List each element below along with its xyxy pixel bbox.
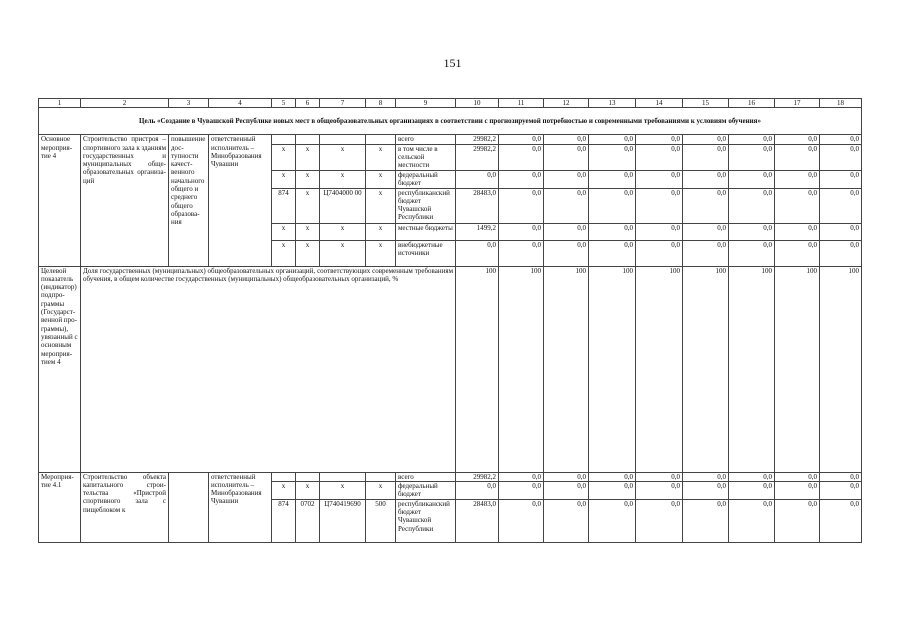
year-value: 0,0 xyxy=(775,144,820,170)
column-number: 17 xyxy=(775,99,820,108)
year-value: 0,0 xyxy=(636,240,683,266)
year-value: 0,0 xyxy=(775,188,820,223)
column-number: 16 xyxy=(729,99,775,108)
budget-code xyxy=(366,472,396,481)
funding-source: республиканский бюджет Чувашской Республики xyxy=(396,188,456,223)
year-value: 0,0 xyxy=(544,240,589,266)
budget-code: х xyxy=(272,223,296,240)
funding-source: федеральный бюджет xyxy=(396,170,456,188)
year-value: 0,0 xyxy=(499,188,544,223)
budget-code: х xyxy=(272,170,296,188)
table-row xyxy=(39,135,862,144)
year-value: 0,0 xyxy=(499,223,544,240)
budget-code: х xyxy=(320,223,366,240)
budget-code: х xyxy=(320,240,366,266)
table-row xyxy=(39,472,862,481)
indicator-value: 100 xyxy=(775,266,820,472)
total-value: 29982,2 xyxy=(456,144,499,170)
budget-code: х xyxy=(366,223,396,240)
year-value: 0,0 xyxy=(499,144,544,170)
column-number: 6 xyxy=(296,99,320,108)
year-value: 0,0 xyxy=(589,481,636,499)
budget-code xyxy=(296,135,320,144)
page-number: 151 xyxy=(443,56,462,70)
event-responsible: ответственный исполнитель – Минобразования Чувашии xyxy=(209,472,272,542)
budget-code xyxy=(272,135,296,144)
indicator-text: Доля государственных (муниципальных) общеобразовательных организаций, соответствующих современным требованиям обучения, в общем количестве государственных (муниципальных) общеобразовательных организаций, % xyxy=(81,266,456,472)
year-value: 0,0 xyxy=(499,170,544,188)
budget-code: х xyxy=(366,144,396,170)
column-number: 5 xyxy=(272,99,296,108)
year-value: 0,0 xyxy=(589,499,636,542)
indicator-value: 100 xyxy=(729,266,775,472)
budget-code: х xyxy=(296,170,320,188)
year-value: 0,0 xyxy=(820,135,862,144)
year-value: 0,0 xyxy=(636,144,683,170)
year-value: 0,0 xyxy=(729,481,775,499)
budget-code: х xyxy=(296,481,320,499)
column-number: 7 xyxy=(320,99,366,108)
funding-source: всего xyxy=(396,135,456,144)
column-number: 14 xyxy=(636,99,683,108)
budget-code: х xyxy=(272,240,296,266)
year-value: 0,0 xyxy=(775,170,820,188)
year-value: 0,0 xyxy=(729,135,775,144)
year-value: 0,0 xyxy=(775,499,820,542)
year-value: 0,0 xyxy=(636,481,683,499)
budget-code: 874 xyxy=(272,499,296,542)
year-value: 0,0 xyxy=(683,144,729,170)
year-value: 0,0 xyxy=(544,223,589,240)
column-number: 2 xyxy=(81,99,169,108)
year-value: 0,0 xyxy=(820,472,862,481)
budget-code: х xyxy=(366,170,396,188)
column-number: 1 xyxy=(39,99,81,108)
year-value: 0,0 xyxy=(729,499,775,542)
year-value: 0,0 xyxy=(544,499,589,542)
column-number: 3 xyxy=(169,99,209,108)
funding-source: в том числе в сельской местности xyxy=(396,144,456,170)
year-value: 0,0 xyxy=(544,472,589,481)
column-number: 15 xyxy=(683,99,729,108)
column-number: 13 xyxy=(589,99,636,108)
year-value: 0,0 xyxy=(544,188,589,223)
year-value: 0,0 xyxy=(636,135,683,144)
budget-code: х xyxy=(296,144,320,170)
indicator-value: 100 xyxy=(544,266,589,472)
year-value: 0,0 xyxy=(589,472,636,481)
budget-code: х xyxy=(320,481,366,499)
year-value: 0,0 xyxy=(820,188,862,223)
year-value: 0,0 xyxy=(775,223,820,240)
year-value: 0,0 xyxy=(729,472,775,481)
year-value: 0,0 xyxy=(729,188,775,223)
indicator-value: 100 xyxy=(589,266,636,472)
column-number: 12 xyxy=(544,99,589,108)
year-value: 0,0 xyxy=(499,240,544,266)
indicator-value: 100 xyxy=(683,266,729,472)
total-value: 29982,2 xyxy=(456,472,499,481)
year-value: 0,0 xyxy=(683,223,729,240)
year-value: 0,0 xyxy=(820,499,862,542)
budget-code: х xyxy=(296,223,320,240)
funding-source: местные бюджеты xyxy=(396,223,456,240)
year-value: 0,0 xyxy=(775,481,820,499)
year-value: 0,0 xyxy=(729,240,775,266)
budget-code: х xyxy=(366,188,396,223)
event-name: Строительство пристроя – спортивного зала к зданиям государственных и муниципальных общеобразовательных организаций xyxy=(81,135,169,266)
year-value: 0,0 xyxy=(636,472,683,481)
funding-source: внебюджетные источники xyxy=(396,240,456,266)
goal-title: Цель «Создание в Чувашской Республике новых мест в общеобразовательных организациях в соответствии с прогнозируемой потребностью и современными требованиями к условиям обучения» xyxy=(39,108,862,135)
year-value: 0,0 xyxy=(820,170,862,188)
budget-code: 0702 xyxy=(296,499,320,542)
year-value: 0,0 xyxy=(636,499,683,542)
year-value: 0,0 xyxy=(589,144,636,170)
budget-code xyxy=(366,135,396,144)
event-type: Мероприятие 4.1 xyxy=(39,472,81,542)
indicator-row xyxy=(39,266,862,472)
column-number: 4 xyxy=(209,99,272,108)
year-value: 0,0 xyxy=(544,170,589,188)
year-value: 0,0 xyxy=(820,223,862,240)
year-value: 0,0 xyxy=(589,188,636,223)
total-value: 28483,0 xyxy=(456,499,499,542)
year-value: 0,0 xyxy=(775,240,820,266)
column-number: 9 xyxy=(396,99,456,108)
year-value: 0,0 xyxy=(729,144,775,170)
column-number: 8 xyxy=(366,99,396,108)
year-value: 0,0 xyxy=(499,481,544,499)
budget-code: 874 xyxy=(272,188,296,223)
budget-code xyxy=(320,472,366,481)
total-value: 0,0 xyxy=(456,170,499,188)
year-value: 0,0 xyxy=(589,240,636,266)
year-value: 0,0 xyxy=(683,481,729,499)
year-value: 0,0 xyxy=(636,223,683,240)
budget-code xyxy=(320,135,366,144)
year-value: 0,0 xyxy=(589,223,636,240)
total-value: 0,0 xyxy=(456,240,499,266)
total-value: 0,0 xyxy=(456,481,499,499)
budget-code: х xyxy=(366,481,396,499)
year-value: 0,0 xyxy=(683,170,729,188)
column-number: 18 xyxy=(820,99,862,108)
budget-code: Ц740419690 xyxy=(320,499,366,542)
budget-code: х xyxy=(320,144,366,170)
year-value: 0,0 xyxy=(544,135,589,144)
budget-code: х xyxy=(366,240,396,266)
total-value: 29982,2 xyxy=(456,135,499,144)
year-value: 0,0 xyxy=(729,170,775,188)
year-value: 0,0 xyxy=(589,170,636,188)
year-value: 0,0 xyxy=(683,240,729,266)
budget-code: х xyxy=(296,240,320,266)
budget-code: х xyxy=(296,188,320,223)
year-value: 0,0 xyxy=(729,223,775,240)
year-value: 0,0 xyxy=(683,188,729,223)
budget-code: 500 xyxy=(366,499,396,542)
year-value: 0,0 xyxy=(636,188,683,223)
budget-code xyxy=(296,472,320,481)
column-number: 10 xyxy=(456,99,499,108)
year-value: 0,0 xyxy=(544,144,589,170)
funding-source: республиканский бюджет Чувашской Республики xyxy=(396,499,456,542)
column-number-row xyxy=(39,99,862,108)
year-value: 0,0 xyxy=(775,135,820,144)
event-result xyxy=(169,472,209,542)
year-value: 0,0 xyxy=(499,499,544,542)
year-value: 0,0 xyxy=(683,499,729,542)
event-type: Основное мероприятие 4 xyxy=(39,135,81,266)
indicator-value: 100 xyxy=(636,266,683,472)
funding-source: федеральный бюджет xyxy=(396,481,456,499)
budget-code: х xyxy=(272,144,296,170)
year-value: 0,0 xyxy=(775,472,820,481)
indicator-value: 100 xyxy=(499,266,544,472)
funding-source: всего xyxy=(396,472,456,481)
year-value: 0,0 xyxy=(820,481,862,499)
budget-code: Ц7404000 00 xyxy=(320,188,366,223)
event-responsible: ответственный исполнитель – Минобразования Чувашии xyxy=(209,135,272,266)
budget-code: х xyxy=(272,481,296,499)
goal-row xyxy=(39,108,862,135)
year-value: 0,0 xyxy=(683,135,729,144)
year-value: 0,0 xyxy=(636,170,683,188)
event-name: Строительство объекта капитального строительства «Пристрой спортивного зала с пищеблоком к xyxy=(81,472,169,542)
total-value: 28483,0 xyxy=(456,188,499,223)
event-result: повышение доступности качественного начального общего и среднего общего образования xyxy=(169,135,209,266)
year-value: 0,0 xyxy=(820,144,862,170)
indicator-label: Целевой показатель (индикатор) подпрограммы (Государственной программы), увязанный с основным мероприятием 4 xyxy=(39,266,81,472)
year-value: 0,0 xyxy=(683,472,729,481)
year-value: 0,0 xyxy=(499,472,544,481)
total-value: 1499,2 xyxy=(456,223,499,240)
year-value: 0,0 xyxy=(544,481,589,499)
budget-code xyxy=(272,472,296,481)
budget-table xyxy=(38,98,862,543)
year-value: 0,0 xyxy=(589,135,636,144)
budget-code: х xyxy=(320,170,366,188)
year-value: 0,0 xyxy=(499,135,544,144)
year-value: 0,0 xyxy=(820,240,862,266)
column-number: 11 xyxy=(499,99,544,108)
indicator-value: 100 xyxy=(456,266,499,472)
indicator-value: 100 xyxy=(820,266,862,472)
